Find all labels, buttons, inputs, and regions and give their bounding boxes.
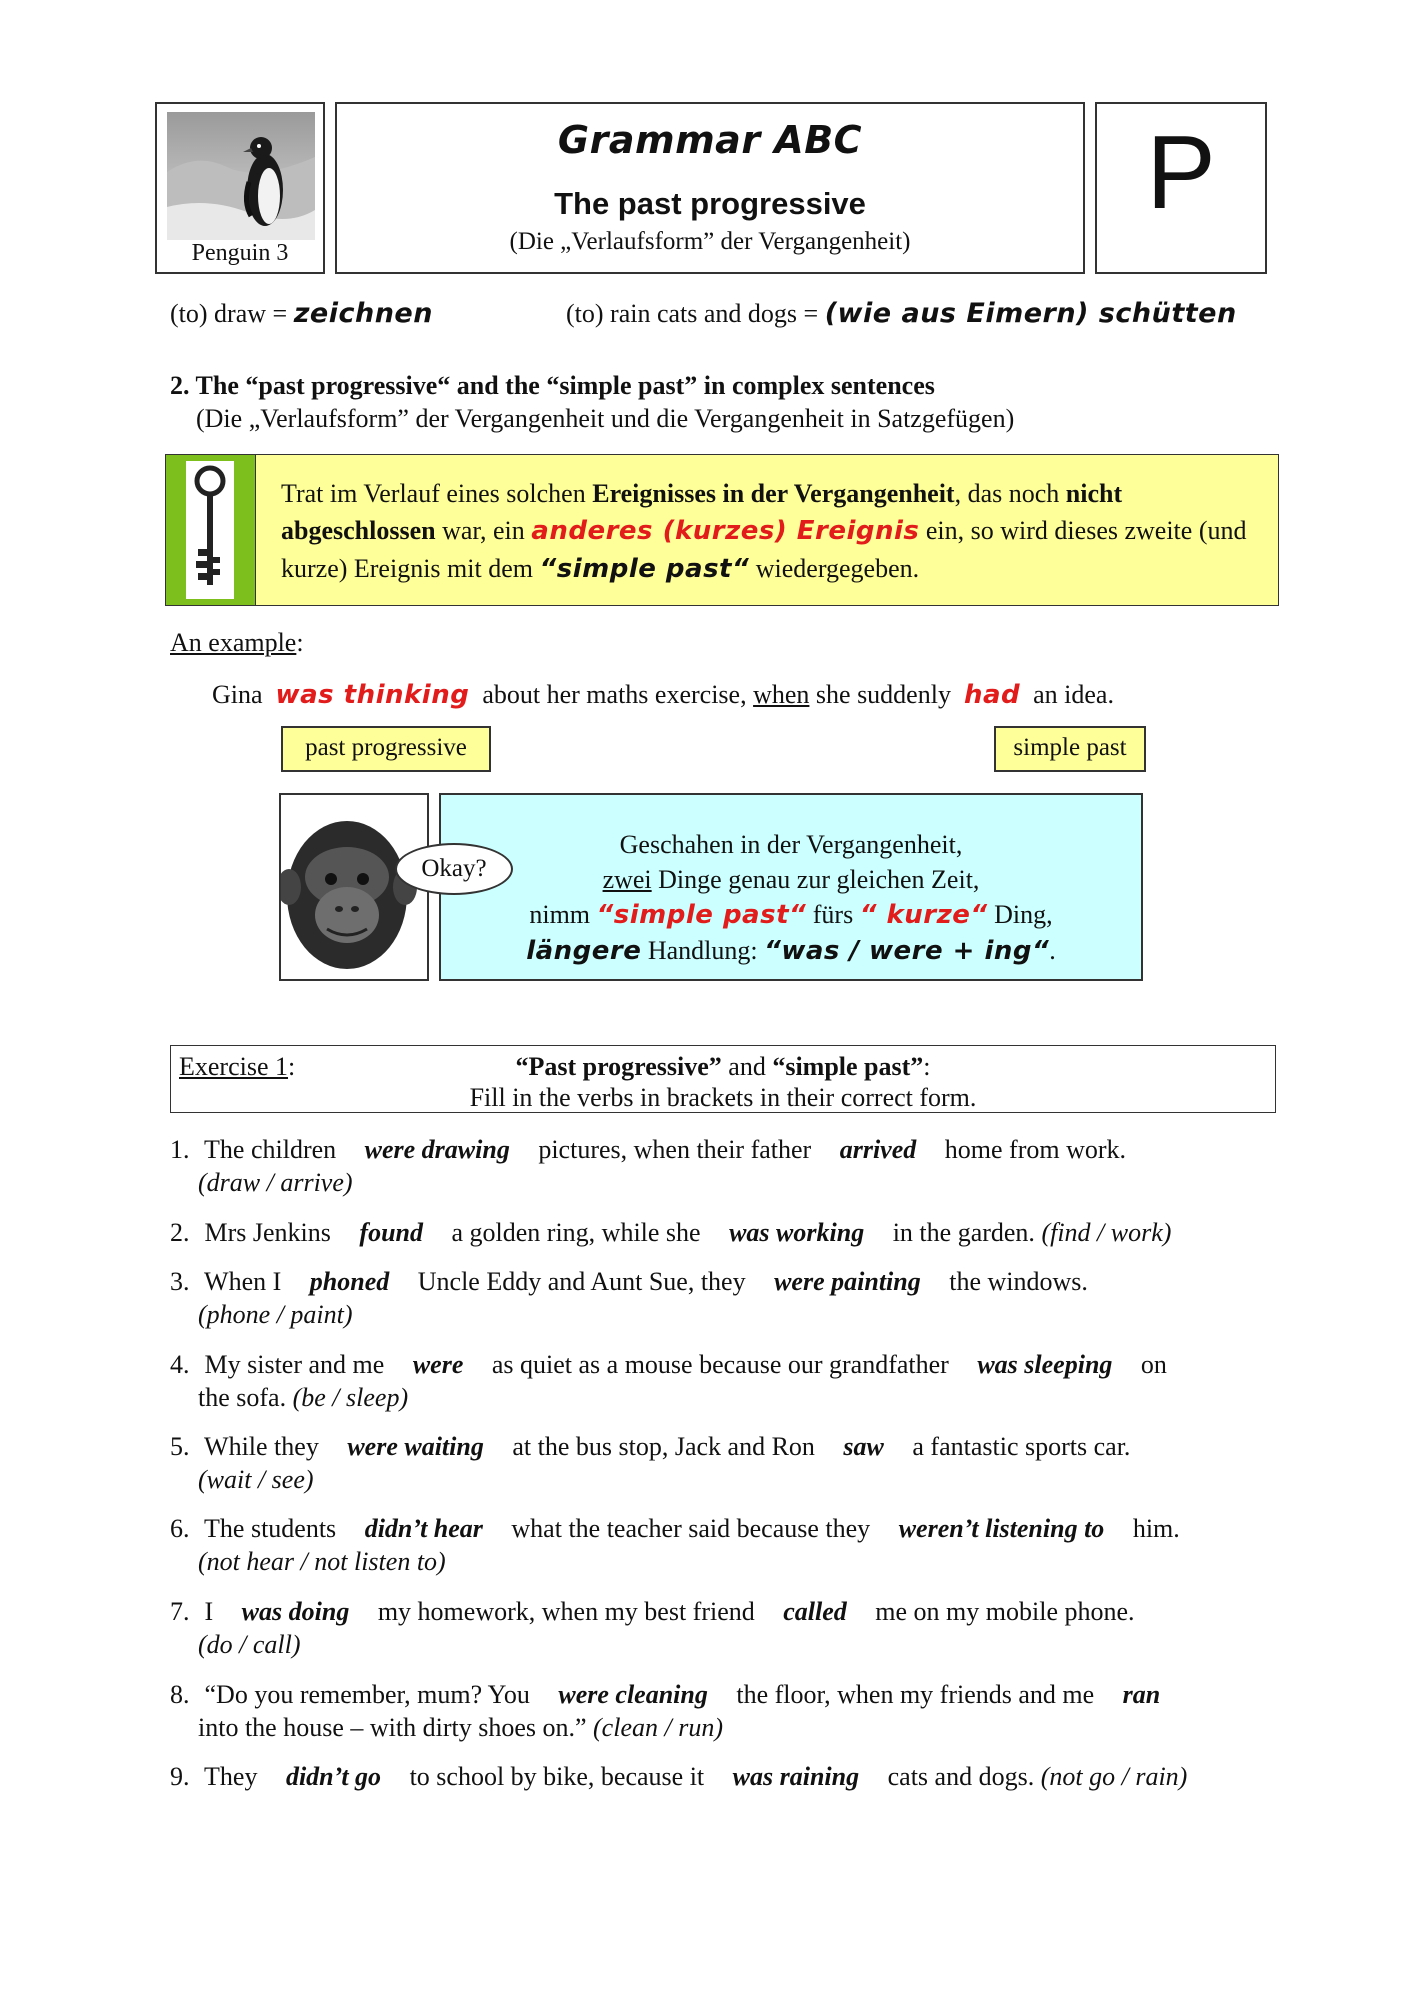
item-number: 6. bbox=[170, 1514, 190, 1543]
example-label-text: An example bbox=[170, 628, 297, 657]
example-w5: when bbox=[753, 680, 810, 709]
item-text: my homework, when my best friend bbox=[377, 1597, 755, 1626]
info-line-4a: längere bbox=[526, 936, 642, 966]
item-hint: (find / work) bbox=[1041, 1218, 1172, 1247]
rule-text-3: , das noch bbox=[954, 479, 1066, 508]
vocab-draw-de: zeichnen bbox=[293, 298, 433, 329]
item-text: Uncle Eddy and Aunt Sue, they bbox=[417, 1267, 746, 1296]
example-w2: was think bbox=[275, 680, 422, 710]
example-w4: about her maths exercise, bbox=[482, 680, 747, 709]
info-line-4c: “was / were + ing“ bbox=[764, 936, 1050, 966]
vocab-draw bbox=[170, 298, 433, 329]
info-line-2a: zwei bbox=[602, 865, 652, 894]
item-text: him. bbox=[1132, 1514, 1180, 1543]
item-text: on bbox=[1140, 1350, 1167, 1379]
item-text: at the bus stop, Jack and Ron bbox=[512, 1432, 815, 1461]
chimp-image bbox=[279, 793, 429, 981]
item-number: 8. bbox=[170, 1680, 190, 1709]
list-item bbox=[170, 1133, 1290, 1199]
info-line-3e: Ding, bbox=[987, 900, 1053, 929]
item-text: to school by bike, because it bbox=[409, 1762, 705, 1791]
item-text: Mrs Jenkins bbox=[204, 1218, 331, 1247]
rule-text-2: Ereignisses in der Vergangenheit bbox=[592, 479, 955, 508]
vocab-rain-en: (to) rain cats and dogs = bbox=[566, 299, 819, 328]
answer-1: didn’t go bbox=[285, 1762, 382, 1791]
rule-box bbox=[165, 454, 1279, 606]
item-hint: (not hear / not listen to) bbox=[198, 1547, 446, 1576]
example-w3: ing bbox=[421, 680, 470, 710]
item-text: They bbox=[204, 1762, 258, 1791]
info-line-3 bbox=[441, 897, 1141, 933]
item-text: in the garden. bbox=[892, 1218, 1035, 1247]
exercise-heading-c: “simple past” bbox=[772, 1052, 924, 1081]
rule-text-9: wiedergegeben. bbox=[749, 554, 920, 583]
example-w6: she suddenly bbox=[815, 680, 951, 709]
example-w1: Gina bbox=[212, 680, 263, 709]
item-text: I bbox=[204, 1597, 214, 1626]
info-line-3d: “ kurze“ bbox=[859, 900, 988, 930]
grammar-abc-title: Grammar ABC bbox=[557, 118, 863, 162]
section-subtitle: (Die „Verlaufsform” der Vergangenheit und die Vergangenheit in Satzgefügen) bbox=[196, 404, 1015, 433]
page-title: The past progressive bbox=[554, 186, 866, 221]
answer-1: were cleaning bbox=[558, 1680, 708, 1709]
list-item bbox=[170, 1348, 1290, 1414]
section-title: 2. The “past progressive“ and the “simple past” in complex sentences bbox=[170, 371, 935, 400]
item-text: the floor, when my friends and me bbox=[736, 1680, 1095, 1709]
item-number: 5. bbox=[170, 1432, 190, 1461]
answer-2: was sleeping bbox=[977, 1350, 1113, 1379]
item-number: 4. bbox=[170, 1350, 190, 1379]
item-text: the sofa. bbox=[198, 1383, 287, 1412]
answer-2: weren’t listening to bbox=[898, 1514, 1105, 1543]
answer-1: found bbox=[359, 1218, 423, 1247]
list-item bbox=[170, 1512, 1290, 1578]
exercise-instruction: Fill in the verbs in brackets in their correct form. bbox=[469, 1083, 977, 1112]
chapter-letter: P bbox=[1146, 115, 1216, 231]
item-hint: (phone / paint) bbox=[198, 1300, 353, 1329]
item-hint: (wait / see) bbox=[198, 1465, 314, 1494]
rule-text-8: “simple past“ bbox=[539, 554, 750, 584]
rule-text-7: ein, so wird dieses zweite (und kurze) Ereignis mit dem bbox=[281, 516, 1247, 583]
item-number: 3. bbox=[170, 1267, 190, 1296]
answer-1: were bbox=[412, 1350, 464, 1379]
item-text: The children bbox=[204, 1135, 337, 1164]
penguin-box bbox=[155, 102, 325, 274]
item-text: My sister and me bbox=[204, 1350, 385, 1379]
item-text: The students bbox=[204, 1514, 337, 1543]
info-line-4b: Handlung: bbox=[641, 936, 765, 965]
exercise-heading-a: “Past progressive” bbox=[515, 1052, 722, 1081]
answer-2: ran bbox=[1122, 1680, 1161, 1709]
exercise-heading bbox=[171, 1052, 1275, 1082]
example-w7: had bbox=[963, 680, 1021, 710]
rule-text-1: Trat im Verlauf eines solchen bbox=[281, 479, 593, 508]
item-number: 7. bbox=[170, 1597, 190, 1626]
key-icon bbox=[186, 461, 234, 599]
list-item bbox=[170, 1760, 1290, 1793]
item-text: cats and dogs. bbox=[887, 1762, 1035, 1791]
answer-2: was raining bbox=[732, 1762, 860, 1791]
item-hint: (be / sleep) bbox=[292, 1383, 409, 1412]
item-hint: (not go / rain) bbox=[1040, 1762, 1188, 1791]
item-text: “Do you remember, mum? You bbox=[204, 1680, 530, 1709]
item-number: 2. bbox=[170, 1218, 190, 1247]
answer-1: were waiting bbox=[347, 1432, 484, 1461]
answer-2: arrived bbox=[839, 1135, 917, 1164]
exercise-label-colon: : bbox=[288, 1052, 296, 1081]
info-box bbox=[439, 793, 1143, 981]
key-strip bbox=[166, 455, 256, 605]
answer-1: were drawing bbox=[364, 1135, 510, 1164]
penguin-image bbox=[167, 112, 315, 240]
exercise-label bbox=[179, 1052, 295, 1082]
info-line-2b: Dinge genau zur gleichen Zeit, bbox=[651, 865, 980, 894]
answer-1: phoned bbox=[309, 1267, 390, 1296]
answer-2: saw bbox=[843, 1432, 884, 1461]
exercise-box bbox=[170, 1045, 1276, 1113]
tag-simple-past: simple past bbox=[994, 726, 1146, 772]
letter-box bbox=[1095, 102, 1267, 274]
example-label bbox=[170, 628, 304, 658]
item-number: 1. bbox=[170, 1135, 190, 1164]
answer-1: was doing bbox=[241, 1597, 350, 1626]
info-line-1: Geschahen in der Vergangenheit, bbox=[619, 830, 963, 859]
rule-text bbox=[281, 475, 1261, 588]
item-text: When I bbox=[204, 1267, 282, 1296]
info-line-3c: fürs bbox=[806, 900, 860, 929]
list-item bbox=[170, 1595, 1290, 1661]
info-line-2 bbox=[441, 862, 1141, 897]
list-item bbox=[170, 1265, 1290, 1331]
list-item bbox=[170, 1430, 1290, 1496]
example-label-colon: : bbox=[296, 628, 304, 657]
info-line-3a: nimm bbox=[529, 900, 597, 929]
item-hint: (clean / run) bbox=[593, 1713, 723, 1742]
item-text: into the house – with dirty shoes on.” bbox=[198, 1713, 587, 1742]
list-item bbox=[170, 1216, 1290, 1249]
item-text: pictures, when their father bbox=[538, 1135, 812, 1164]
item-text: While they bbox=[204, 1432, 319, 1461]
item-text: what the teacher said because they bbox=[511, 1514, 871, 1543]
exercise-heading-b: and bbox=[721, 1052, 773, 1081]
list-item bbox=[170, 1678, 1290, 1744]
vocab-draw-en: (to) draw = bbox=[170, 299, 288, 328]
title-box bbox=[335, 102, 1085, 274]
example-sentence bbox=[212, 680, 1114, 710]
rule-text-5: war, ein bbox=[435, 516, 532, 545]
speech-bubble: Okay? bbox=[395, 843, 513, 895]
item-text: as quiet as a mouse because our grandfather bbox=[491, 1350, 949, 1379]
item-hint: (do / call) bbox=[198, 1630, 301, 1659]
vocab-rain-de: (wie aus Eimern) schütten bbox=[824, 298, 1237, 329]
item-text: me on my mobile phone. bbox=[875, 1597, 1135, 1626]
example-w8: an idea. bbox=[1033, 680, 1114, 709]
answer-2: was working bbox=[729, 1218, 865, 1247]
info-text bbox=[441, 827, 1141, 969]
info-line-4 bbox=[441, 933, 1141, 969]
item-text: a fantastic sports car. bbox=[912, 1432, 1131, 1461]
answer-2: called bbox=[783, 1597, 847, 1626]
item-text: the windows. bbox=[949, 1267, 1088, 1296]
vocab-rain bbox=[566, 298, 1237, 329]
item-hint: (draw / arrive) bbox=[198, 1168, 353, 1197]
rule-text-4: nicht abgeschlossen bbox=[281, 479, 1123, 545]
tag-past-progressive: past progressive bbox=[281, 726, 491, 772]
item-text: home from work. bbox=[944, 1135, 1127, 1164]
answer-2: were painting bbox=[774, 1267, 921, 1296]
info-line-4d: . bbox=[1049, 936, 1056, 965]
penguin-label: Penguin 3 bbox=[191, 240, 289, 266]
rule-text-6: anderes (kurzes) Ereignis bbox=[531, 516, 920, 546]
item-number: 9. bbox=[170, 1762, 190, 1791]
page-subtitle: (Die „Verlaufsform” der Vergangenheit) bbox=[509, 228, 911, 255]
info-line-3b: “simple past“ bbox=[596, 900, 807, 930]
exercise-label-text: Exercise 1 bbox=[179, 1052, 289, 1081]
answer-1: didn’t hear bbox=[364, 1514, 483, 1543]
item-text: a golden ring, while she bbox=[451, 1218, 701, 1247]
exercise-heading-d: : bbox=[923, 1052, 931, 1081]
